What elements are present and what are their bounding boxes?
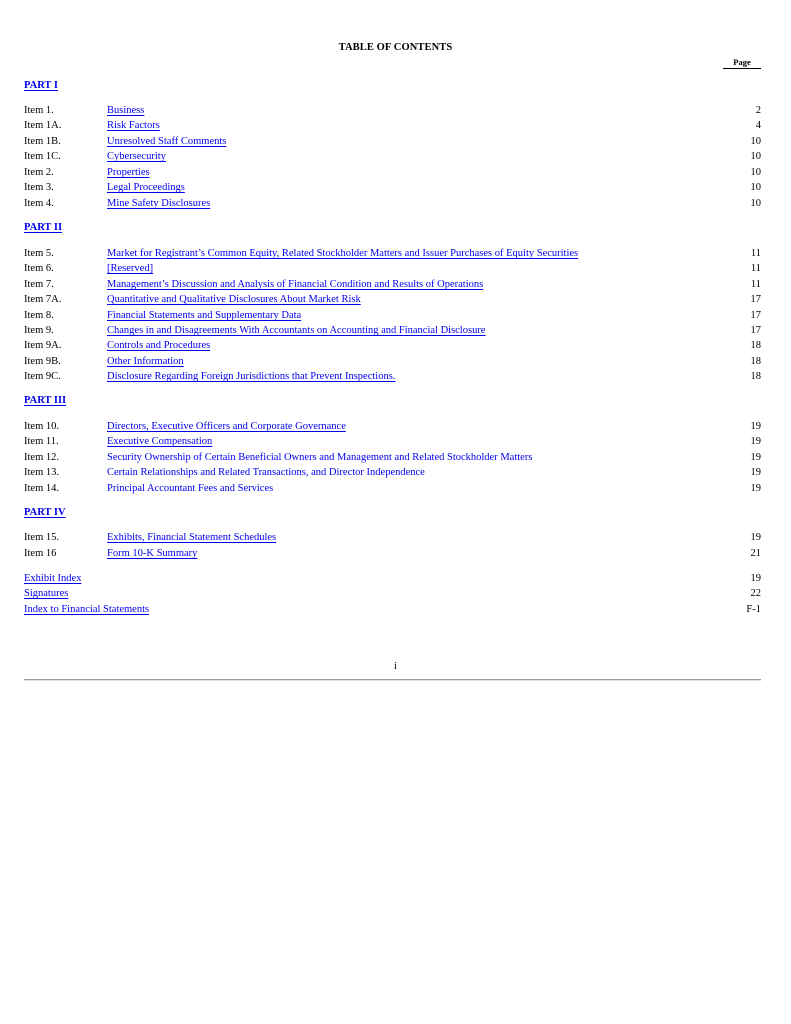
toc-link[interactable]: Financial Statements and Supplementary Data (107, 310, 302, 321)
toc-link[interactable]: Business (107, 105, 145, 116)
item-number: Item 3. (24, 182, 54, 193)
part-heading[interactable]: PART III (24, 395, 67, 406)
item-number: Item 14. (24, 483, 59, 494)
item-number: Item 5. (24, 248, 54, 259)
item-number: Item 7. (24, 279, 54, 290)
item-number: Item 16 (24, 548, 57, 559)
page-number: 2 (755, 105, 761, 116)
page-number: 19 (750, 483, 761, 494)
page-number: 19 (750, 452, 761, 463)
page-number: 19 (750, 436, 761, 447)
toc-row (24, 180, 761, 195)
page-column-header: Page (723, 57, 761, 69)
toc-row (24, 323, 761, 338)
item-number: Item 13. (24, 467, 59, 478)
item-number: Item 15. (24, 532, 59, 543)
toc-link[interactable]: Changes in and Disagreements With Accountants on Accounting and Financial Disclosure (107, 325, 486, 336)
item-number: Item 6. (24, 263, 54, 274)
item-number: Item 9C. (24, 371, 61, 382)
toc-link[interactable]: Cybersecurity (107, 151, 166, 162)
page-number: 18 (750, 356, 761, 367)
page-number: 17 (750, 325, 761, 336)
item-number: Item 9B. (24, 356, 61, 367)
toc-row (24, 354, 761, 369)
toc-link[interactable]: Management’s Discussion and Analysis of Financial Condition and Results of Operations (107, 279, 484, 290)
item-number: Item 9A. (24, 340, 62, 351)
toc-row (24, 118, 761, 133)
item-number: Item 1C. (24, 151, 61, 162)
item-number: Item 1A. (24, 120, 62, 131)
item-number: Item 12. (24, 452, 59, 463)
toc-row (24, 434, 761, 449)
toc-row (24, 134, 761, 149)
financial-statements-index-link[interactable]: Index to Financial Statements (24, 604, 150, 615)
page-number: 11 (750, 248, 761, 259)
part-heading[interactable]: PART II (24, 222, 63, 233)
toc-link[interactable]: Mine Safety Disclosures (107, 198, 211, 209)
toc-row (24, 481, 761, 496)
page-number: 19 (750, 573, 761, 584)
item-number: Item 11. (24, 436, 59, 447)
page-number: 10 (750, 136, 761, 147)
item-number: Item 9. (24, 325, 54, 336)
toc-row (24, 149, 761, 164)
toc-row (24, 246, 761, 261)
toc-row (24, 465, 761, 480)
toc-link[interactable]: Form 10-K Summary (107, 548, 198, 559)
toc-row (24, 292, 761, 307)
item-number: Item 1B. (24, 136, 61, 147)
page-divider (24, 679, 761, 681)
toc-link[interactable]: Unresolved Staff Comments (107, 136, 227, 147)
toc-link[interactable]: Properties (107, 167, 150, 178)
toc-link[interactable]: Principal Accountant Fees and Services (107, 483, 274, 494)
toc-row (24, 530, 761, 545)
item-number: Item 7A. (24, 294, 62, 305)
toc-row (24, 586, 761, 601)
toc-link[interactable]: Other Information (107, 356, 184, 367)
page-number: 22 (750, 588, 761, 599)
toc-row (24, 196, 761, 211)
toc-link[interactable]: Security Ownership of Certain Beneficial Owners and Management and Related Stockholder Matters (107, 452, 533, 463)
item-number: Item 8. (24, 310, 54, 321)
part-heading[interactable]: PART I (24, 80, 58, 91)
toc-link[interactable]: Controls and Procedures (107, 340, 211, 351)
page-number: 11 (750, 263, 761, 274)
toc-link[interactable]: Exhibits, Financial Statement Schedules (107, 532, 277, 543)
page-number: 18 (750, 340, 761, 351)
page-number: 21 (750, 548, 761, 559)
toc-link[interactable]: Quantitative and Qualitative Disclosures About Market Risk (107, 294, 361, 305)
page-number: 10 (750, 151, 761, 162)
toc-row (24, 546, 761, 561)
toc-link[interactable]: [Reserved] (107, 263, 154, 274)
toc-row (24, 338, 761, 353)
page-number: 10 (750, 182, 761, 193)
page-number: 11 (750, 279, 761, 290)
toc-row (24, 571, 761, 586)
toc-link[interactable]: Risk Factors (107, 120, 160, 131)
part-heading[interactable]: PART IV (24, 507, 66, 518)
page-number: 17 (750, 294, 761, 305)
page-number: F-1 (746, 604, 761, 615)
page-number: 19 (750, 467, 761, 478)
page-number: 10 (750, 198, 761, 209)
toc-row (24, 165, 761, 180)
toc-link[interactable]: Disclosure Regarding Foreign Jurisdictions that Prevent Inspections. (107, 371, 396, 382)
page-number: 4 (755, 120, 761, 131)
toc-row (24, 308, 761, 323)
signatures-link[interactable]: Signatures (24, 588, 69, 599)
page-number: 19 (750, 532, 761, 543)
exhibit-index-link[interactable]: Exhibit Index (24, 573, 82, 584)
toc-row (24, 419, 761, 434)
toc-link[interactable]: Certain Relationships and Related Transactions, and Director Independence (107, 467, 425, 478)
toc-link[interactable]: Market for Registrant’s Common Equity, Related Stockholder Matters and Issuer Purchases of Equity Securities (107, 248, 579, 259)
toc-row (24, 277, 761, 292)
toc-row (24, 369, 761, 384)
toc-row (24, 450, 761, 465)
page-number: 18 (750, 371, 761, 382)
toc-row (24, 602, 761, 617)
item-number: Item 10. (24, 421, 59, 432)
toc-row (24, 103, 761, 118)
item-number: Item 2. (24, 167, 54, 178)
page-number: 17 (750, 310, 761, 321)
toc-link[interactable]: Legal Proceedings (107, 182, 185, 193)
page-title: TABLE OF CONTENTS (338, 42, 453, 53)
footer-page-number: i (394, 661, 397, 672)
toc-row (24, 261, 761, 276)
toc-link[interactable]: Executive Compensation (107, 436, 213, 447)
toc-link[interactable]: Directors, Executive Officers and Corporate Governance (107, 421, 346, 432)
page-number: 10 (750, 167, 761, 178)
item-number: Item 1. (24, 105, 54, 116)
page-number: 19 (750, 421, 761, 432)
item-number: Item 4. (24, 198, 54, 209)
